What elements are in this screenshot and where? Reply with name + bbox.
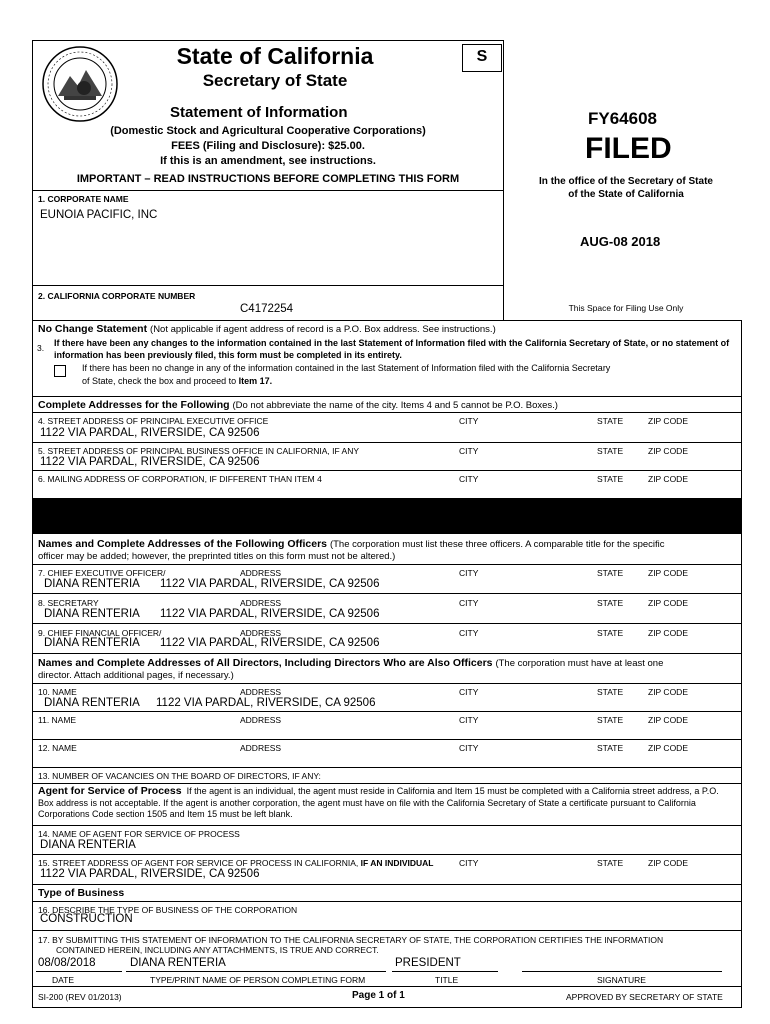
cert-title: PRESIDENT xyxy=(395,957,461,969)
filing-date: AUG-08 2018 xyxy=(580,234,661,249)
item6-state-label: STATE xyxy=(597,474,624,484)
item6-zip-label: ZIP CODE xyxy=(648,474,688,484)
title-label: TITLE xyxy=(435,975,459,985)
divider xyxy=(32,930,742,931)
officers-heading xyxy=(38,538,665,550)
divider xyxy=(32,396,742,397)
item10-address-label: ADDRESS xyxy=(240,687,282,697)
divider xyxy=(32,593,742,594)
item15-label xyxy=(38,858,434,868)
item9-zip-label: ZIP CODE xyxy=(648,628,688,638)
item8-city-label: CITY xyxy=(459,598,479,608)
item4-zip-label: ZIP CODE xyxy=(648,416,688,426)
item17-line1: 17. BY SUBMITTING THIS STATEMENT OF INFORMATION TO THE CALIFORNIA SECRETARY OF STATE, THE CORPORATION CERTIFIES THE INFORMATION xyxy=(38,935,664,945)
item11-address-label: ADDRESS xyxy=(240,715,282,725)
item7-address-label: ADDRESS xyxy=(240,568,282,578)
important-note: IMPORTANT – READ INSTRUCTIONS BEFORE COMPLETING THIS FORM xyxy=(76,173,460,185)
item4-label: 4. STREET ADDRESS OF PRINCIPAL EXECUTIVE OFFICE xyxy=(38,416,269,426)
item2-label: 2. CALIFORNIA CORPORATE NUMBER xyxy=(38,291,196,301)
item7-label: 7. CHIEF EXECUTIVE OFFICER/ xyxy=(38,568,166,578)
approved-note: APPROVED BY SECRETARY OF STATE xyxy=(566,992,723,1002)
addresses-title: Complete Addresses for the Following xyxy=(38,399,230,411)
officers-title: Names and Complete Addresses of the Following Officers xyxy=(38,538,328,550)
item3-line2-text: of State, check the box and proceed to xyxy=(82,376,239,386)
directors-heading xyxy=(38,657,663,669)
item13-label: 13. NUMBER OF VACANCIES ON THE BOARD OF DIRECTORS, IF ANY: xyxy=(38,771,321,781)
item7-zip-label: ZIP CODE xyxy=(648,568,688,578)
divider xyxy=(32,711,742,712)
item8-address: 1122 VIA PARDAL, RIVERSIDE, CA 92506 xyxy=(160,608,380,620)
corporate-number: C4172254 xyxy=(240,303,294,315)
amendment-note: If this is an amendment, see instructions. xyxy=(160,155,376,167)
item7-state-label: STATE xyxy=(597,568,624,578)
filing-office-line2: of the State of California xyxy=(568,189,684,200)
officers-note-line2: officer may be added; however, the preprinted titles on this form must not be altered.) xyxy=(38,551,396,562)
divider xyxy=(32,683,742,684)
divider xyxy=(32,783,742,784)
agent-note: If the agent is an individual, the agent must reside in California and Item 15 must be completed with a California street address, a P.O. Box address is not acceptable. If the agent is another corporation, the agent must have on file with the California Secretary of State a certificate pursuant to California Corporations Code section 1505 and Item 15 must be left blank. xyxy=(38,786,719,819)
item8-zip-label: ZIP CODE xyxy=(648,598,688,608)
no-change-checkbox[interactable] xyxy=(54,365,66,377)
item5-city-label: CITY xyxy=(459,446,479,456)
item4-city-label: CITY xyxy=(459,416,479,426)
item15-city-label: CITY xyxy=(459,858,479,868)
directors-note: (The corporation must have at least one xyxy=(495,658,664,669)
item1-box xyxy=(32,190,504,286)
form-title: State of California xyxy=(176,43,374,69)
date-line xyxy=(36,971,122,972)
divider xyxy=(32,901,742,902)
divider xyxy=(32,739,742,740)
item15-zip-label: ZIP CODE xyxy=(648,858,688,868)
title-line xyxy=(392,971,498,972)
item15-label-text: 15. STREET ADDRESS OF AGENT FOR SERVICE OF PROCESS IN CALIFORNIA, xyxy=(38,858,361,868)
item10-address: 1122 VIA PARDAL, RIVERSIDE, CA 92506 xyxy=(156,697,376,709)
item9-address-label: ADDRESS xyxy=(240,628,282,638)
item7-address: 1122 VIA PARDAL, RIVERSIDE, CA 92506 xyxy=(160,578,380,590)
filing-office-line1: In the office of the Secretary of State xyxy=(539,176,713,187)
item9-state-label: STATE xyxy=(597,628,624,638)
signature-line xyxy=(522,971,722,972)
item5-value: 1122 VIA PARDAL, RIVERSIDE, CA 92506 xyxy=(40,456,260,468)
item15-label-bold: IF AN INDIVIDUAL xyxy=(360,858,434,868)
item12-address-label: ADDRESS xyxy=(240,743,282,753)
item3-bold-text: If there have been any changes to the information contained in the last Statement of Information filed with the California Secretary of State, or no statement of information has been previously filed, this form must be completed in its entirety. xyxy=(54,338,730,360)
item11-state-label: STATE xyxy=(597,715,624,725)
item8-state-label: STATE xyxy=(597,598,624,608)
black-band xyxy=(32,498,742,534)
item9-address: 1122 VIA PARDAL, RIVERSIDE, CA 92506 xyxy=(160,637,380,649)
item15-state-label: STATE xyxy=(597,858,624,868)
state-seal-icon xyxy=(40,44,120,124)
officers-note: (The corporation must list these three officers. A comparable title for the specific xyxy=(329,539,665,550)
item8-label: 8. SECRETARY xyxy=(38,598,99,608)
cert-date: 08/08/2018 xyxy=(38,957,96,969)
item10-city-label: CITY xyxy=(459,687,479,697)
item1-label: 1. CORPORATE NAME xyxy=(38,194,129,204)
divider xyxy=(32,653,742,654)
directors-title: Names and Complete Addresses of All Directors, Including Directors Who are Also Officers xyxy=(38,657,493,669)
item17-line2: CONTAINED HEREIN, INCLUDING ANY ATTACHMENTS, IS TRUE AND CORRECT. xyxy=(56,945,379,955)
form-name: Statement of Information xyxy=(170,104,348,121)
item5-label: 5. STREET ADDRESS OF PRINCIPAL BUSINESS OFFICE IN CALIFORNIA, IF ANY xyxy=(38,446,360,456)
item12-label: 12. NAME xyxy=(38,743,77,753)
item3-line2 xyxy=(82,376,272,388)
name-label: TYPE/PRINT NAME OF PERSON COMPLETING FORM xyxy=(150,975,366,985)
divider xyxy=(32,623,742,624)
item16-label: 16. DESCRIBE THE TYPE OF BUSINESS OF THE CORPORATION xyxy=(38,905,298,915)
item4-value: 1122 VIA PARDAL, RIVERSIDE, CA 92506 xyxy=(40,427,260,439)
filing-space-note: This Space for Filing Use Only xyxy=(568,303,684,313)
form-scope: (Domestic Stock and Agricultural Cooperative Corporations) xyxy=(110,125,426,137)
form-fees: FEES (Filing and Disclosure): $25.00. xyxy=(171,140,365,152)
directors-note-line2: director. Attach additional pages, if necessary.) xyxy=(38,670,234,681)
signature-label: SIGNATURE xyxy=(597,975,646,985)
date-label: DATE xyxy=(52,975,75,985)
item8-name: DIANA RENTERIA xyxy=(44,608,140,620)
item3-num: 3. xyxy=(37,343,45,353)
no-change-heading xyxy=(38,323,496,335)
agent-name: DIANA RENTERIA xyxy=(40,839,136,851)
addresses-note: (Do not abbreviate the name of the city. Items 4 and 5 cannot be P.O. Boxes.) xyxy=(232,400,558,411)
addresses-heading xyxy=(38,399,558,411)
item10-zip-label: ZIP CODE xyxy=(648,687,688,697)
item10-label: 10. NAME xyxy=(38,687,77,697)
name-line xyxy=(126,971,386,972)
divider xyxy=(32,825,742,826)
divider xyxy=(32,884,742,885)
item6-label: 6. MAILING ADDRESS OF CORPORATION, IF DIFFERENT THAN ITEM 4 xyxy=(38,474,322,484)
divider xyxy=(32,854,742,855)
file-number: FY64608 xyxy=(588,109,657,128)
agent-heading: Agent for Service of Process xyxy=(38,785,182,797)
business-heading: Type of Business xyxy=(38,887,125,899)
cert-name: DIANA RENTERIA xyxy=(130,957,226,969)
item12-zip-label: ZIP CODE xyxy=(648,743,688,753)
divider xyxy=(32,986,742,987)
item5-state-label: STATE xyxy=(597,446,624,456)
no-change-note: (Not applicable if agent address of record is a P.O. Box address. See instructions.) xyxy=(150,324,496,335)
item11-zip-label: ZIP CODE xyxy=(648,715,688,725)
item9-city-label: CITY xyxy=(459,628,479,638)
page-number: Page 1 of 1 xyxy=(352,990,405,1001)
item9-label: 9. CHIEF FINANCIAL OFFICER/ xyxy=(38,628,162,638)
filed-status: FILED xyxy=(585,132,672,165)
corporate-name: EUNOIA PACIFIC, INC xyxy=(40,209,158,221)
item3-line1: If there has been no change in any of the information contained in the last Statement of Information filed with the California Secretary xyxy=(82,363,611,373)
form-subtitle: Secretary of State xyxy=(202,71,348,90)
item3-line2-ref: Item 17. xyxy=(238,376,273,386)
divider xyxy=(32,767,742,768)
form-code: S xyxy=(476,48,488,65)
item10-name: DIANA RENTERIA xyxy=(44,697,140,709)
item12-city-label: CITY xyxy=(459,743,479,753)
item4-state-label: STATE xyxy=(597,416,624,426)
item8-address-label: ADDRESS xyxy=(240,598,282,608)
no-change-title: No Change Statement xyxy=(38,323,148,335)
item7-name: DIANA RENTERIA xyxy=(44,578,140,590)
item11-city-label: CITY xyxy=(459,715,479,725)
item14-label: 14. NAME OF AGENT FOR SERVICE OF PROCESS xyxy=(38,829,240,839)
item6-city-label: CITY xyxy=(459,474,479,484)
item12-state-label: STATE xyxy=(597,743,624,753)
agent-section xyxy=(38,786,734,821)
agent-address: 1122 VIA PARDAL, RIVERSIDE, CA 92506 xyxy=(40,868,260,880)
divider xyxy=(32,442,742,443)
divider xyxy=(32,412,742,413)
item5-zip-label: ZIP CODE xyxy=(648,446,688,456)
business-type: CONSTRUCTION xyxy=(40,913,133,925)
item7-city-label: CITY xyxy=(459,568,479,578)
divider xyxy=(32,564,742,565)
item11-label: 11. NAME xyxy=(38,715,77,725)
divider xyxy=(32,470,742,471)
item9-name: DIANA RENTERIA xyxy=(44,637,140,649)
item10-state-label: STATE xyxy=(597,687,624,697)
form-revision: SI-200 (REV 01/2013) xyxy=(38,992,122,1002)
